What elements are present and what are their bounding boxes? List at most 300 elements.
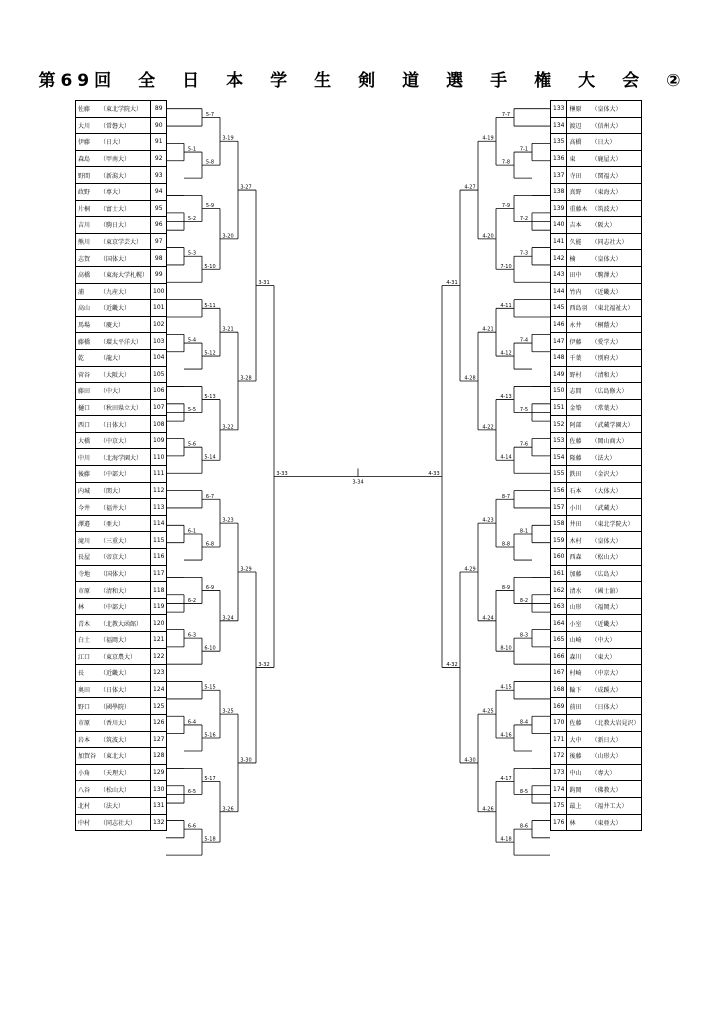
player-name: 小川	[569, 504, 582, 512]
match-label: 8-3	[519, 632, 529, 639]
entry-number: 172	[551, 748, 567, 765]
match-label: 4-17	[500, 775, 512, 782]
player-name: 田中	[569, 272, 582, 280]
entry-number: 171	[551, 731, 567, 748]
player-name: 八谷	[78, 786, 91, 794]
match-label: 8-6	[519, 823, 529, 830]
match-label: 5-11	[204, 302, 216, 309]
player-name: 伊藤	[78, 139, 91, 147]
player-school: （東北福祉大）	[591, 305, 634, 313]
match-label: 3-25	[222, 708, 234, 715]
player-name: 楠	[569, 255, 576, 263]
match-label: 5-9	[205, 203, 215, 209]
player-name: 榊原	[569, 106, 582, 114]
entry-number: 146	[551, 316, 567, 333]
match-label: 4-12	[500, 350, 512, 357]
player-name: 最上	[569, 803, 582, 811]
player-school: （國學院）	[100, 703, 131, 711]
entry-number: 158	[551, 515, 567, 532]
match-label: 4-25	[482, 708, 494, 715]
match-label: 3-21	[222, 326, 234, 333]
player-name: 馬場	[78, 322, 91, 330]
player-name: 小角	[78, 770, 91, 778]
player-name: 野口	[78, 703, 91, 711]
player-school: （愛学大）	[591, 338, 622, 346]
player-name: 井田	[569, 521, 582, 529]
entry-number: 112	[151, 482, 167, 499]
player-school: （福岡大）	[100, 637, 131, 645]
player-school: （松山大）	[591, 554, 622, 562]
player-name: 藤橋	[78, 338, 91, 346]
player-name: 後藤	[78, 471, 91, 479]
entry-number: 128	[151, 748, 167, 765]
entry-number: 108	[151, 416, 167, 433]
match-label: 4-11	[500, 302, 512, 309]
player-school: （日体大）	[100, 421, 131, 429]
player-school: （東亜大）	[591, 819, 622, 827]
match-label: 7-1	[519, 146, 529, 153]
match-label: 3-31	[258, 280, 270, 287]
entry-number: 97	[151, 233, 167, 250]
player-name: 石本	[569, 487, 582, 495]
entry-number: 175	[551, 797, 567, 814]
player-name: 志間	[569, 388, 582, 396]
player-school: （北教大函館）	[100, 620, 143, 628]
match-label: 8-2	[519, 597, 529, 604]
match-label: 4-28	[464, 375, 476, 382]
match-label: 5-7	[205, 111, 215, 118]
player-name: 加賀谷	[78, 753, 97, 761]
entry-number: 107	[151, 399, 167, 416]
player-name: 東	[569, 156, 576, 164]
entry-number: 92	[151, 150, 167, 167]
player-school: （国体大）	[100, 255, 131, 263]
entry-number: 144	[551, 283, 567, 300]
player-school: （山形大）	[591, 753, 622, 761]
player-school: （常葉大）	[591, 404, 622, 412]
player-name: 高橋	[569, 139, 582, 147]
match-label: 6-8	[205, 541, 215, 548]
player-school: （大体大）	[591, 487, 622, 495]
match-label: 3-22	[222, 424, 234, 431]
entry-number: 145	[551, 300, 567, 317]
entry-number: 173	[551, 764, 567, 781]
player-school: （中部大）	[100, 604, 131, 612]
player-school: （帝京大）	[100, 554, 131, 562]
match-label: 3-26	[222, 806, 234, 813]
player-name: 片桐	[78, 205, 91, 213]
player-name: 小室	[569, 620, 582, 628]
player-name: 樋口	[78, 404, 91, 412]
match-label: 3-20	[222, 233, 234, 240]
entry-number: 99	[151, 266, 167, 283]
player-name: 志賀	[78, 255, 91, 263]
player-school: （日大）	[100, 139, 125, 147]
player-school: （福井大）	[100, 504, 131, 512]
player-school: （近畿大）	[591, 620, 622, 628]
player-school: （武蔵学園大）	[591, 421, 634, 429]
player-name: 金築	[569, 404, 582, 412]
player-school: （鹿屋大）	[591, 156, 622, 164]
player-name: 山形	[569, 604, 582, 612]
player-name: 吉川	[78, 222, 91, 230]
player-name: 西口	[78, 421, 91, 429]
player-school: （同志社大）	[100, 819, 137, 827]
match-label: 5-4	[187, 337, 197, 344]
player-name: 澤邉	[78, 521, 91, 529]
entry-number: 168	[551, 681, 567, 698]
player-school: （阪大）	[591, 222, 616, 230]
entry-number: 122	[151, 648, 167, 665]
entry-number: 169	[551, 698, 567, 715]
entry-number: 161	[551, 565, 567, 582]
player-name: 伊藤	[569, 338, 582, 346]
match-label: 3-30	[240, 757, 252, 764]
entry-number: 137	[551, 167, 567, 184]
player-name: 林	[78, 604, 85, 612]
match-label: 5-6	[187, 441, 197, 448]
player-school: （中京大）	[591, 670, 622, 678]
entry-number: 91	[151, 134, 167, 151]
player-name: 滝川	[78, 537, 91, 545]
player-school: （常磐大）	[100, 122, 131, 130]
player-school: （日大）	[591, 139, 616, 147]
entry-number: 98	[151, 250, 167, 267]
match-label: 3-29	[240, 566, 252, 573]
player-name: 高橋	[78, 272, 91, 280]
player-name: 山崎	[569, 637, 582, 645]
match-label: 6-7	[205, 493, 215, 500]
player-school: （皇体大）	[591, 106, 622, 114]
entry-number: 93	[151, 167, 167, 184]
player-name: 清水	[569, 587, 582, 595]
player-name: 江口	[78, 653, 91, 661]
match-label: 6-9	[205, 584, 215, 591]
match-label: 4-19	[482, 135, 494, 142]
entry-number: 130	[151, 781, 167, 798]
match-label: 8-10	[500, 645, 512, 652]
match-label: 4-24	[482, 615, 494, 622]
entry-number: 165	[551, 632, 567, 649]
entry-number: 176	[551, 814, 567, 831]
player-school: （成蹊大）	[591, 687, 622, 695]
match-label: 8-9	[501, 584, 511, 591]
match-label: 6-10	[204, 645, 216, 652]
player-name: 藤田	[78, 388, 91, 396]
player-school: （北教大岩見沢）	[591, 720, 640, 728]
entry-number: 138	[551, 183, 567, 200]
match-label: 4-21	[482, 326, 494, 333]
player-name: 渡辺	[569, 122, 582, 130]
player-school: （佛教大）	[591, 786, 622, 794]
player-name: 乾	[78, 355, 85, 363]
player-school: （天理大）	[100, 770, 131, 778]
player-school: （東海大）	[591, 189, 622, 197]
player-school: （大阪大）	[100, 371, 131, 379]
entry-number: 103	[151, 333, 167, 350]
match-label: 8-7	[501, 493, 511, 500]
player-school: （東北大）	[100, 753, 131, 761]
match-label: 6-4	[187, 719, 197, 726]
entry-number: 140	[551, 217, 567, 234]
player-name: 寺地	[78, 570, 91, 578]
player-name: 大橋	[78, 438, 91, 446]
player-school: （亜大）	[100, 521, 125, 529]
player-school: （専大）	[100, 189, 125, 197]
player-school: （清和大）	[100, 587, 131, 595]
player-school: （慶大）	[100, 322, 125, 330]
match-label: 4-27	[464, 184, 476, 191]
player-name: 輪下	[569, 687, 582, 695]
player-name: 政野	[78, 189, 91, 197]
entry-number: 117	[151, 565, 167, 582]
player-name: 重藤木	[569, 205, 588, 213]
match-label: 4-30	[464, 757, 476, 764]
entry-number: 123	[151, 665, 167, 682]
player-name: 加藤	[569, 570, 582, 578]
entry-number: 95	[151, 200, 167, 217]
player-name: 千葉	[569, 355, 582, 363]
match-label: 7-8	[501, 159, 511, 166]
player-name: 今井	[78, 504, 91, 512]
entry-number: 89	[151, 101, 167, 118]
player-school: （桐蔭大）	[591, 322, 622, 330]
player-school: （三重大）	[100, 537, 131, 545]
player-name: 久能	[569, 239, 582, 247]
player-name: 岩本	[78, 736, 91, 744]
player-school: （中大）	[100, 388, 125, 396]
entry-number: 160	[551, 549, 567, 566]
player-name: 永井	[569, 322, 582, 330]
match-label: 4-26	[482, 806, 494, 813]
player-name: 竹内	[569, 288, 582, 296]
entry-number: 129	[151, 764, 167, 781]
player-name: 長屋	[78, 554, 91, 562]
entry-number: 174	[551, 781, 567, 798]
player-school: （東北学院大）	[100, 106, 143, 114]
entry-number: 142	[551, 250, 567, 267]
entry-number: 126	[151, 714, 167, 731]
entry-number: 102	[151, 316, 167, 333]
player-school: （筑波大）	[100, 736, 131, 744]
player-name: 大中	[569, 736, 582, 744]
player-name: 野間	[78, 172, 91, 180]
match-label: 5-18	[204, 836, 216, 843]
player-name: 佐藤	[569, 438, 582, 446]
player-school: （新潟大）	[100, 172, 131, 180]
player-school: （中部大）	[100, 471, 131, 479]
match-label: 8-4	[519, 719, 529, 726]
player-name: 吉本	[569, 222, 582, 230]
entry-number: 94	[151, 183, 167, 200]
entry-number: 153	[551, 432, 567, 449]
match-label: 3-33	[276, 470, 288, 477]
player-name: 寺田	[569, 172, 582, 180]
match-label: 6-2	[187, 597, 197, 604]
player-school: （近畿大）	[100, 670, 131, 678]
entry-number: 119	[151, 598, 167, 615]
player-school: （別府大）	[591, 355, 622, 363]
entry-number: 127	[151, 731, 167, 748]
match-label: 7-3	[519, 250, 529, 257]
entry-number: 141	[551, 233, 567, 250]
player-school: （甲南大）	[100, 156, 131, 164]
player-school: （中京大）	[100, 438, 131, 446]
entry-number: 110	[151, 449, 167, 466]
entry-number: 133	[551, 101, 567, 118]
entry-number: 111	[151, 466, 167, 483]
match-label: 5-16	[204, 732, 216, 739]
entry-number: 96	[151, 217, 167, 234]
player-school: （東北学院大）	[591, 521, 634, 529]
player-school: （武蔵大）	[591, 504, 622, 512]
entry-number: 115	[151, 532, 167, 549]
match-label: 4-14	[500, 454, 512, 461]
match-label: 5-8	[205, 159, 215, 166]
player-school: （東京学芸大）	[100, 239, 143, 247]
player-school: （中大）	[591, 637, 616, 645]
player-school: （福井工大）	[591, 803, 628, 811]
entry-number: 132	[151, 814, 167, 831]
match-label: 6-5	[187, 788, 197, 795]
match-label: 5-1	[187, 146, 197, 153]
entry-number: 167	[551, 665, 567, 682]
entry-number: 157	[551, 499, 567, 516]
entry-number: 151	[551, 399, 567, 416]
player-school: （法大）	[591, 454, 616, 462]
player-school: （九産大）	[100, 288, 131, 296]
player-name: 内城	[78, 487, 91, 495]
player-school: （関大）	[100, 487, 125, 495]
match-label: 6-1	[187, 528, 197, 535]
player-name: 市原	[78, 587, 91, 595]
player-school: （秋田県立大）	[100, 404, 143, 412]
player-name: 中川	[78, 454, 91, 462]
match-label: 4-31	[446, 280, 458, 287]
entry-number: 164	[551, 615, 567, 632]
player-name: 高山	[78, 305, 91, 313]
player-name: 前田	[569, 703, 582, 711]
entry-number: 118	[151, 582, 167, 599]
entry-number: 124	[151, 681, 167, 698]
match-label: 4-23	[482, 517, 494, 524]
match-label: 7-7	[501, 111, 511, 118]
player-school: （信州大）	[591, 122, 622, 130]
match-label: 4-16	[500, 732, 512, 739]
match-label: 3-23	[222, 517, 234, 524]
match-label: 3-32	[258, 661, 270, 668]
entry-number: 159	[551, 532, 567, 549]
player-school: （松山大）	[100, 786, 131, 794]
match-label: 4-13	[500, 393, 512, 400]
match-label: 4-33	[428, 470, 440, 477]
player-name: 浦	[78, 288, 85, 296]
entry-number: 139	[551, 200, 567, 217]
entry-number: 101	[151, 300, 167, 317]
match-label: 5-12	[204, 350, 216, 357]
match-label: 5-2	[187, 216, 197, 223]
player-school: （同志社大）	[591, 239, 628, 247]
entry-number: 170	[551, 714, 567, 731]
entry-number: 154	[551, 449, 567, 466]
player-name: 市原	[78, 720, 91, 728]
player-name: 野村	[569, 371, 582, 379]
player-school: （広島修大）	[591, 388, 628, 396]
match-label: 6-6	[187, 823, 197, 830]
player-school: （東海大学札幌）	[100, 272, 149, 280]
player-name: 西森	[569, 554, 582, 562]
player-school: （国体大）	[100, 570, 131, 578]
player-name: 隆藤	[569, 454, 582, 462]
entry-number: 90	[151, 117, 167, 134]
player-school: （岡山商大）	[591, 438, 628, 446]
player-school: （近畿大）	[100, 305, 131, 313]
entry-number: 163	[551, 598, 567, 615]
player-school: （近畿大）	[591, 288, 622, 296]
player-school: （皇体大）	[591, 255, 622, 263]
player-name: 森川	[569, 653, 582, 661]
match-label: 5-10	[204, 263, 216, 270]
entry-number: 114	[151, 515, 167, 532]
player-name: 後藤	[569, 753, 582, 761]
match-label: 6-3	[187, 632, 197, 639]
player-school: （新日大）	[591, 736, 622, 744]
player-school: （香川大）	[100, 720, 131, 728]
match-label: 3-34	[352, 479, 364, 486]
player-name: 林	[569, 819, 576, 827]
entry-number: 134	[551, 117, 567, 134]
player-name: 西島羽	[569, 305, 588, 313]
match-label: 4-15	[500, 684, 512, 691]
player-school: （駒澤大）	[591, 272, 622, 280]
page-title: 第69回 全 日 本 学 生 剣 道 選 手 権 大 会 ②	[38, 71, 686, 91]
match-label: 5-13	[204, 393, 216, 400]
player-name: 北村	[78, 803, 91, 811]
match-label: 4-29	[464, 566, 476, 573]
player-school: （関福大）	[591, 172, 622, 180]
entry-number: 166	[551, 648, 567, 665]
match-label: 5-17	[204, 775, 216, 782]
match-label: 5-15	[204, 684, 216, 691]
player-name: 白土	[78, 637, 91, 645]
match-label: 8-8	[501, 541, 511, 548]
entry-number: 147	[551, 333, 567, 350]
player-name: 真野	[569, 189, 582, 197]
player-name: 中山	[569, 770, 582, 778]
entry-number: 162	[551, 582, 567, 599]
entry-number: 113	[151, 499, 167, 516]
match-label: 3-28	[240, 375, 252, 382]
player-name: 阿部	[569, 421, 582, 429]
player-name: 菅谷	[78, 371, 91, 379]
player-school: （法大）	[100, 803, 125, 811]
match-label: 8-5	[519, 788, 529, 795]
match-label: 4-32	[446, 661, 458, 668]
player-name: 鈎岡	[569, 786, 582, 794]
entry-number: 156	[551, 482, 567, 499]
match-label: 7-5	[519, 406, 529, 413]
player-name: 村崎	[569, 670, 582, 678]
player-school: （北海学園大）	[100, 454, 143, 462]
player-school: （東大）	[591, 653, 616, 661]
entry-number: 143	[551, 266, 567, 283]
player-school: （福岡大）	[591, 604, 622, 612]
player-school: （富士大）	[100, 205, 131, 213]
player-school: （駒日大）	[100, 222, 131, 230]
match-label: 8-1	[519, 528, 529, 535]
player-name: 中村	[78, 819, 91, 827]
player-school: （日体大）	[100, 687, 131, 695]
